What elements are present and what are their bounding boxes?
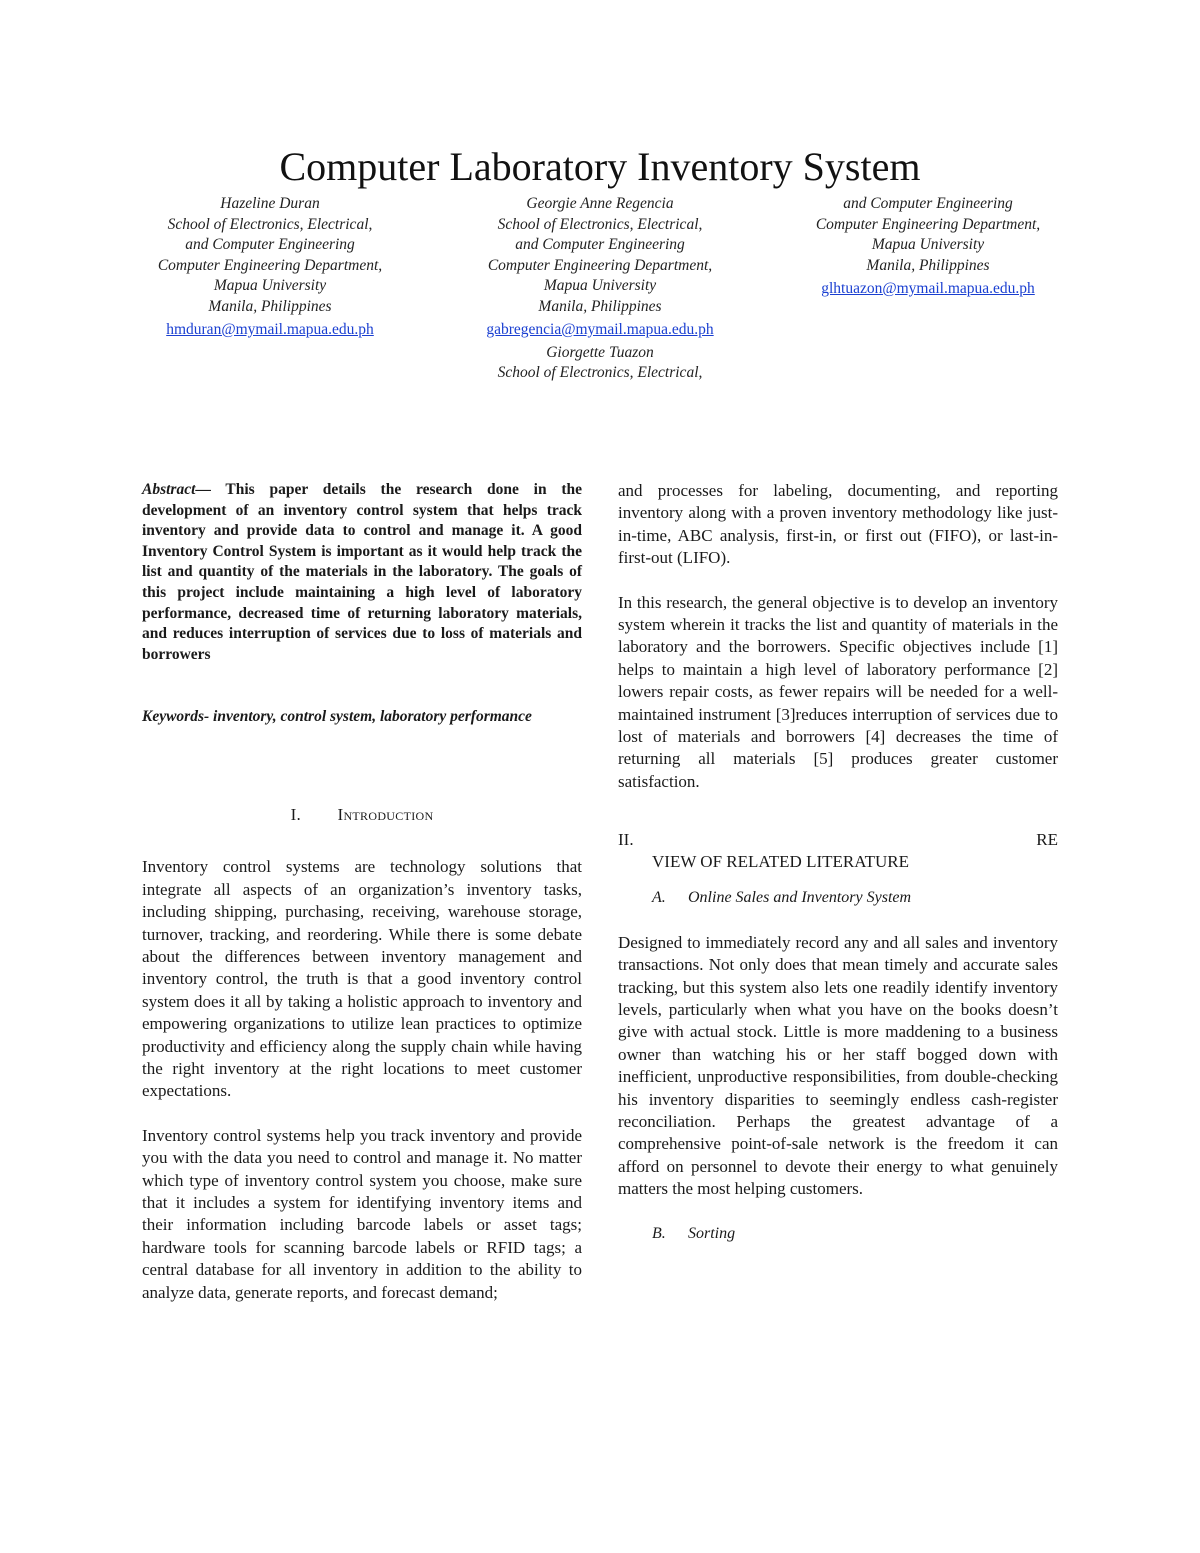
intro-paragraph-2: Inventory control systems help you track inventory and provide you with the data you need to control and manage it. No matter which type of inventory control system you choose, make sure that it includes a system for identifying inventory items and their information including barcode labels or asset tags; hardware tools for scanning barcode labels or RFID tags; a central database for all inventory in addition to the ability to analyze data, generate reports, and forecast demand;: [142, 1125, 582, 1302]
author-location: Manila, Philippines: [538, 297, 662, 315]
author-block-2: [450, 194, 750, 384]
author-name: Georgie Anne Regencia: [526, 195, 674, 212]
section-heading-introduction: [142, 804, 582, 826]
left-column: [142, 480, 582, 1326]
objectives-paragraph: In this research, the general objective is to develop an inventory system wherein it tracks the list and quantity of materials in the laboratory and the borrowers. Specific objectives include [1] helps to maintain a high level of laboratory performance [2] lowers repair costs, as fewer repairs will be needed for a well-maintained instrument [3]reduces interruption of services due to lost of materials and borrowers [4] decreases the time of returning all materials [5] produces greater customer satisfaction.: [618, 592, 1058, 791]
author-school: School of Electronics, Electrical,: [167, 215, 373, 233]
subsection-title: Sorting: [688, 1224, 736, 1242]
paper-title: Computer Laboratory Inventory System: [279, 144, 921, 189]
abstract-text: This paper details the research done in the development of an inventory control system that helps track inventory and provide data to control and manage it. A good Inventory Control System is important as it would help track the list and quantity of the materials in the laboratory. The goals of this project include maintaining a high level of laboratory performance, decreased time of returning laboratory materials, and reduces interruption of services due to loss of materials and borrowers: [142, 481, 582, 663]
subsection-heading-online-sales: [652, 887, 1058, 909]
abstract-dash: —: [195, 481, 226, 498]
author-school: School of Electronics, Electrical,: [497, 215, 703, 233]
author-name: Hazeline Duran: [220, 195, 320, 212]
author-block-1: [120, 194, 420, 341]
author-department: Computer Engineering Department,: [815, 215, 1041, 233]
author-school-cont: and Computer Engineering: [515, 236, 685, 253]
author-department: Computer Engineering Department,: [157, 256, 383, 274]
right-column: [618, 480, 1058, 1267]
section-title-part2: VIEW OF RELATED LITERATURE: [652, 852, 910, 872]
abstract: [142, 480, 582, 665]
online-sales-paragraph: Designed to immediately record any and all sales and inventory transactions. Not only does that mean timely and accurate sales tracking, but this system also lets one readily identify inventory levels, particularly when what you have on the books doesn’t give with actual stock. Little is more maddening to a business owner than watching his or her staff bogged down with inefficient, unproductive responsibilities, from double-checking his inventory disparities to seemingly endless cash-register reconciliation. Perhaps the greatest advantage of a comprehensive point-of-sale network is the freedom it can afford on personnel to devote their energy to what genuinely matters the most helping customers.: [618, 932, 1058, 1199]
section-number: II.: [618, 830, 634, 850]
subsection-label: A.: [652, 889, 666, 907]
author-name: Giorgette Tuazon: [546, 343, 654, 361]
abstract-label: Abstract: [142, 481, 196, 498]
author-school: School of Electronics, Electrical,: [497, 364, 703, 381]
subsection-heading-sorting: [652, 1223, 1058, 1245]
author-email-link[interactable]: gabregencia@mymail.mapua.edu.ph: [486, 321, 714, 338]
intro-paragraph-3: and processes for labeling, documenting, and reporting inventory along with a proven inventory methodology like just-in-time, ABC analysis, first-in, or first out (FIFO), or last-in-first-out (LIFO).: [618, 481, 1058, 568]
section-title: Introduction: [337, 804, 434, 824]
section-title-part1: RE: [1036, 830, 1058, 850]
author-school-cont: and Computer Engineering: [843, 195, 1013, 212]
author-location: Manila, Philippines: [866, 256, 990, 274]
author-university: Mapua University: [543, 277, 657, 294]
author-university: Mapua University: [871, 236, 985, 253]
keywords: Keywords- inventory, control system, laboratory performance: [142, 708, 532, 726]
section-number: I.: [290, 804, 302, 824]
author-email-link[interactable]: hmduran@mymail.mapua.edu.ph: [166, 321, 374, 338]
section-heading-related-literature: [618, 829, 1058, 873]
subsection-title: Online Sales and Inventory System: [688, 889, 912, 907]
author-university: Mapua University: [213, 277, 327, 294]
author-block-3: [778, 194, 1078, 300]
subsection-label: B.: [652, 1224, 666, 1242]
author-location: Manila, Philippines: [208, 297, 332, 315]
author-school-cont: and Computer Engineering: [185, 236, 355, 253]
intro-paragraph-1: Inventory control systems are technology solutions that integrate all aspects of an organization’s inventory tasks, including shipping, purchasing, receiving, warehouse storage, turnover, tracking, and reordering. While there is some debate about the differences between inventory management and inventory control, the truth is that a good inventory control system does it all by taking a holistic approach to inventory and empowering organizations to utilize lean practices to optimize productivity and efficiency along the supply chain while having the right inventory at the right locations to meet customer expectations.: [142, 857, 582, 1101]
author-email-link[interactable]: glhtuazon@mymail.mapua.edu.ph: [821, 280, 1035, 297]
author-department: Computer Engineering Department,: [487, 256, 713, 274]
